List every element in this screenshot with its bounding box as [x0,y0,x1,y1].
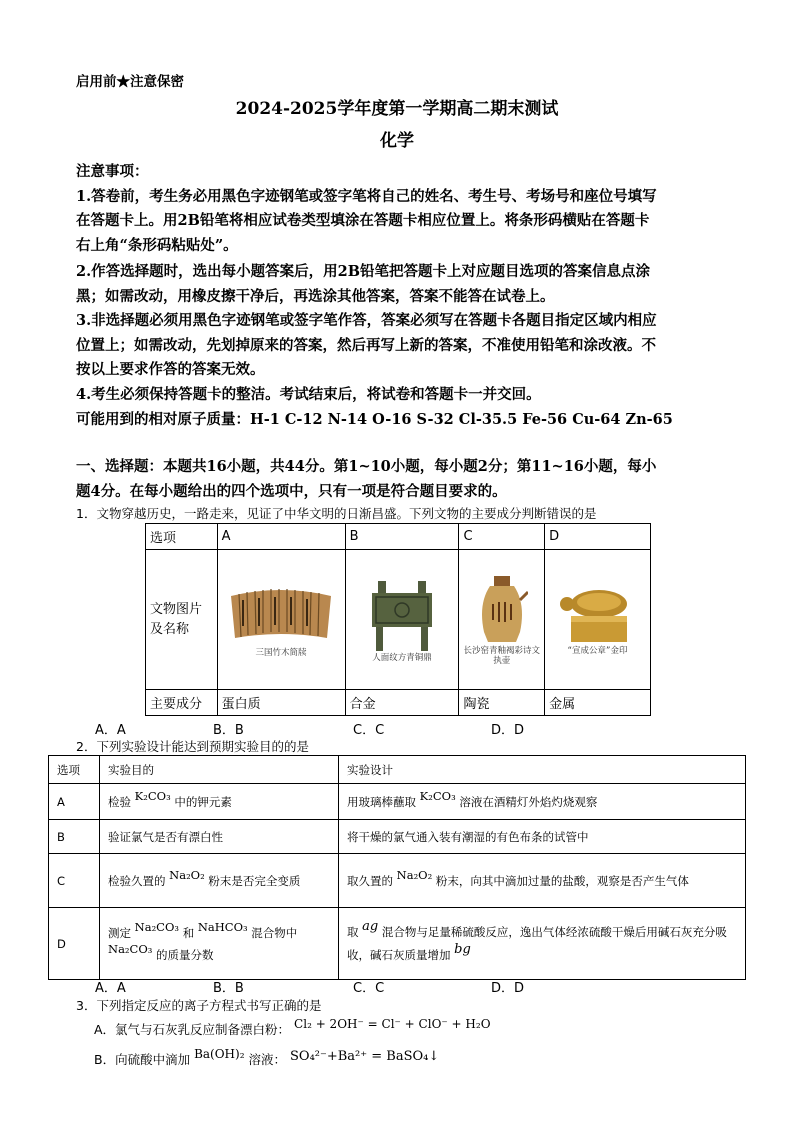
goal-text: 测定 [108,925,131,940]
q1-header-cell: A [217,524,345,550]
q1-option-c[interactable]: C．C [353,723,385,738]
notes-line: 按以上要求作答的答案无效。 [76,361,265,378]
q1-cell-b [345,550,459,690]
bamboo-slips-image [227,582,335,648]
q1-row-label: 文物图片及名称 [146,550,218,690]
q3-option-a[interactable] [94,1017,491,1038]
q2-design-cell [339,784,746,820]
q2-option-label: D [49,908,100,980]
notes-line: 2.作答选择题时，选出每小题答案后，用2B铅笔把答题卡上对应题目选项的答案信息点涂 [76,263,650,280]
option-text: 溶液： [248,1052,287,1067]
q2-option-label: B [49,820,100,854]
formula: bg [454,941,471,957]
ceramic-ewer-image [476,574,528,646]
option-text: B．向硫酸中滴加 [94,1052,191,1067]
formula: ag [362,918,379,934]
q2-design-cell: 将干燥的氯气通入装有潮湿的有色布条的试管中 [339,820,746,854]
question-3-stem: 3．下列指定反应的离子方程式书写正确的是 [76,998,322,1013]
q2-option-b[interactable]: B．B [213,981,244,996]
q1-option-b[interactable]: B．B [213,723,244,738]
q1-component-cell: 陶瓷 [459,690,545,716]
notes-line: 3.非选择题必须用黑色字迹钢笔或签字笔作答，答案必须写在答题卡各题目指定区域内相应 [76,312,657,329]
notes-line: 位置上；如需改动，先划掉原来的答案，然后再写上新的答案，不准使用铅笔和涂改液。不 [76,337,656,354]
q2-goal-cell [100,908,339,980]
notes-heading: 注意事项： [76,163,149,180]
q2-design-cell [339,854,746,908]
q2-design-cell [339,908,746,980]
notes-line: 在答题卡上。用2B铅笔将相应试卷类型填涂在答题卡相应位置上。将条形码横贴在答题卡 [76,212,650,229]
goal-text: 检验 [108,794,131,809]
goal-text: 粉末是否完全变质 [208,873,301,888]
formula: Na₂CO₃ [134,919,180,934]
q1-header-cell: 选项 [146,524,218,550]
q1-component-cell: 蛋白质 [217,690,345,716]
subject-title: 化学 [380,131,414,151]
q1-cell-d [545,550,651,690]
q2-option-label: C [49,854,100,908]
notes-line: 1.答卷前，考生务必用黑色字迹钢笔或签字笔将自己的姓名、考生号、考场号和座位号填写 [76,188,657,205]
formula: Ba(OH)₂ [194,1047,245,1061]
q1-cell-a [217,550,345,690]
goal-text: 的质量分数 [156,947,214,962]
notes-line: 右上角“条形码粘贴处”。 [76,237,238,254]
exam-title: 2024-2025学年度第一学期高二期末测试 [235,99,559,119]
q2-option-a[interactable]: A．A [95,981,126,996]
caption-c: 长沙窑青釉褐彩诗文执壶 [463,645,541,666]
caption-a: 三国竹木简牍 [255,647,307,658]
formula: NaHCO₃ [197,919,248,934]
goal-text: 中的钾元素 [174,794,232,809]
q1-header-cell: C [459,524,545,550]
q2-experiment-table [48,755,746,980]
formula: Na₂O₂ [396,867,433,882]
q2-goal-cell: 验证氯气是否有漂白性 [100,820,339,854]
gold-seal-image [555,584,641,646]
q2-option-label: A [49,784,100,820]
question-1-stem: 1．文物穿越历史，一路走来，见证了中华文明的日渐昌盛。下列文物的主要成分判断错误的是 [76,506,597,521]
q1-header-cell: D [545,524,651,550]
ionic-equation: SO₄²⁻+Ba²⁺ = BaSO₄↓ [290,1049,440,1064]
q2-header-cell: 选项 [49,756,100,784]
q2-goal-cell [100,784,339,820]
q2-goal-cell [100,854,339,908]
bronze-ding-image [362,577,442,653]
section-heading-cont: 题4分。在每小题给出的四个选项中，只有一项是符合题目要求的。 [76,483,507,500]
caption-d: “宣成公章”金印 [567,645,628,656]
design-text: 溶液在酒精灯外焰灼烧观察 [459,794,598,809]
design-text: 混合物与足量稀硫酸反应，逸出气体经浓硫酸干燥后用碱石灰充分吸收，碱石灰质量增加 [347,924,727,962]
confidential-label: 启用前★注意保密 [76,74,184,90]
q1-artifact-table [145,523,651,716]
design-text: 取 [347,924,359,939]
section-heading: 一、选择题：本题共16小题，共44分。第1~10小题，每小题2分；第11~16小题，每小 [76,458,657,475]
formula: K₂CO₃ [419,788,456,803]
formula: K₂CO₃ [134,788,171,803]
q1-cell-c [459,550,545,690]
q2-option-d[interactable]: D．D [491,981,525,996]
q2-option-c[interactable]: C．C [353,981,385,996]
ionic-equation: Cl₂ + 2OH⁻ = Cl⁻ + ClO⁻ + H₂O [294,1017,491,1031]
q1-option-a[interactable]: A．A [95,723,126,738]
design-text: 取久置的 [347,873,393,888]
q1-option-d[interactable]: D．D [491,723,525,738]
q1-header-cell: B [345,524,459,550]
formula: Na₂CO₃ [108,941,153,956]
q2-header-cell: 实验设计 [339,756,746,784]
option-text: A．氯气与石灰乳反应制备漂白粉： [94,1022,291,1037]
q3-option-b[interactable] [94,1047,440,1068]
q1-component-cell: 合金 [345,690,459,716]
design-text: 粉末，向其中滴加过量的盐酸，观察是否产生气体 [435,873,689,888]
q2-header-cell: 实验目的 [100,756,339,784]
design-text: 用玻璃棒蘸取 [347,794,416,809]
q1-component-label: 主要成分 [146,690,218,716]
caption-b: 人面纹方青铜鼎 [372,652,432,663]
goal-text: 混合物中 [251,925,298,940]
question-2-stem: 2．下列实验设计能达到预期实验目的的是 [76,739,309,754]
notes-line: 4.考生必须保持答题卡的整洁。考试结束后，将试卷和答题卡一并交回。 [76,386,541,403]
formula: Na₂O₂ [169,867,205,882]
goal-text: 检验久置的 [108,873,166,888]
atomic-mass-line: 可能用到的相对原子质量：H-1 C-12 N-14 O-16 S-32 Cl-35.5 Fe-56 Cu-64 Zn-65 [76,411,673,428]
notes-line: 黑；如需改动，用橡皮擦干净后，再选涂其他答案，答案不能答在试卷上。 [76,288,555,305]
goal-text: 和 [182,925,195,940]
q1-component-cell: 金属 [545,690,651,716]
